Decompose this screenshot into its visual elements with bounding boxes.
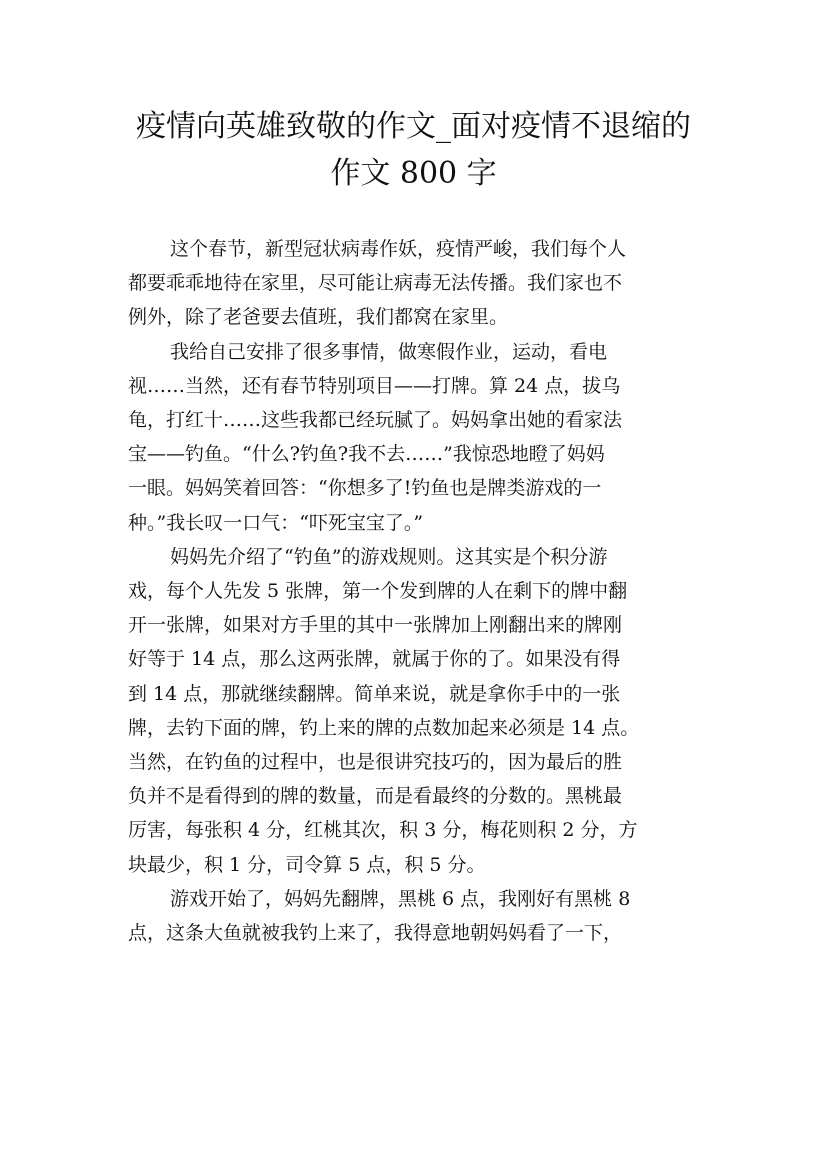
text-line: 一眼。妈妈笑着回答：“你想多了!钓鱼也是牌类游戏的一 — [128, 477, 602, 500]
paragraph — [128, 232, 708, 335]
text-line: 种。”我长叹一口气：“吓死宝宝了。” — [128, 511, 424, 534]
text-line: 这个春节，新型冠状病毒作妖，疫情严峻，我们每个人 — [170, 238, 627, 260]
title-line: 作文 800 字 — [330, 156, 497, 191]
text-line: 开一张牌，如果对方手里的其中一张牌加上刚翻出来的牌刚 — [128, 614, 623, 637]
text-line: 到 14 点，那就继续翻牌。简单来说，就是拿你手中的一张 — [128, 682, 621, 705]
text-line: 都要乖乖地待在家里，尽可能让病毒无法传播。我们家也不 — [128, 272, 623, 295]
text-line: 戏，每个人先发 5 张牌，第一个发到牌的人在剩下的牌中翻 — [128, 580, 628, 603]
document-body — [128, 232, 708, 950]
paragraph — [128, 882, 708, 950]
text-line: 牌，去钓下面的牌，钓上来的牌的点数加起来必须是 14 点。 — [128, 716, 640, 739]
text-line: 厉害，每张积 4 分，红桃其次，积 3 分，梅花则积 2 分，方 — [128, 819, 638, 842]
text-line: 好等于 14 点，那么这两张牌，就属于你的了。如果没有得 — [128, 648, 621, 671]
text-line: 块最少，积 1 分，司令算 5 点，积 5 分。 — [128, 853, 486, 876]
text-line: 负并不是看得到的牌的数量，而是看最终的分数的。黑桃最 — [128, 785, 623, 808]
text-line: 宝——钓鱼。“什么?钓鱼?我不去……”我惊恐地瞪了妈妈 — [128, 443, 605, 466]
text-line: 妈妈先介绍了“钓鱼”的游戏规则。这其实是个积分游 — [170, 545, 608, 568]
paragraph — [128, 335, 708, 540]
title-line: 疫情向英雄致敬的作文_面对疫情不退缩的 — [136, 109, 691, 144]
text-line: 当然，在钓鱼的过程中，也是很讲究技巧的，因为最后的胜 — [128, 751, 623, 774]
text-line: 视……当然，还有春节特别项目——打牌。算 24 点，拔乌 — [128, 374, 621, 397]
text-line: 龟，打红十……这些我都已经玩腻了。妈妈拿出她的看家法 — [128, 409, 623, 432]
document-title — [110, 103, 717, 197]
text-line: 我给自己安排了很多事情，做寒假作业，运动，看电 — [170, 340, 608, 363]
paragraph — [128, 540, 708, 882]
text-line: 例外，除了老爸要去值班，我们都窝在家里。 — [128, 306, 509, 329]
text-line: 游戏开始了，妈妈先翻牌，黑桃 6 点，我刚好有黑桃 8 — [170, 887, 631, 910]
text-line: 点，这条大鱼就被我钓上来了，我得意地朝妈妈看了一下， — [128, 922, 623, 945]
